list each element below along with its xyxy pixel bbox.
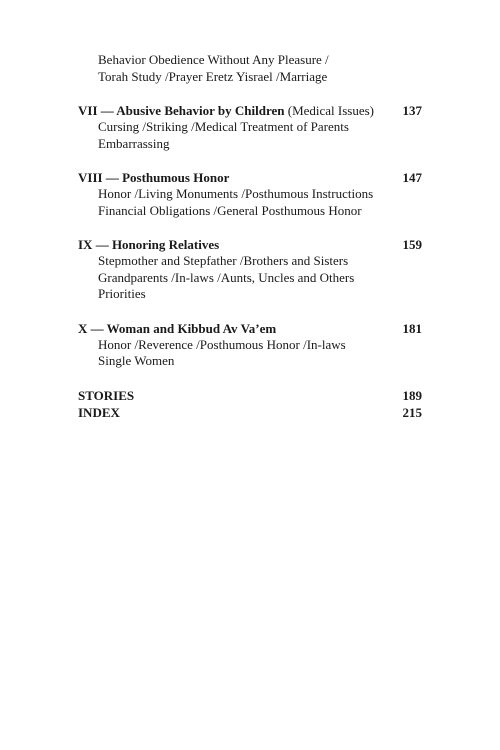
toc-subentry-line: Financial Obligations /General Posthumous Honor	[98, 202, 362, 218]
toc-chapter-title: IX — Honoring Relatives	[78, 237, 220, 252]
toc-page-number: 137	[402, 103, 422, 118]
toc-page-number: 159	[402, 237, 422, 252]
toc-subentry-line: Torah Study /Prayer Eretz Yisrael /Marriage	[98, 68, 328, 84]
toc-subentries	[78, 253, 422, 303]
toc-heading-row	[78, 169, 422, 186]
toc-subentry-line: Cursing /Striking /Medical Treatment of Parents	[98, 119, 349, 134]
toc-subentries	[78, 337, 422, 370]
toc-section-x	[78, 320, 422, 370]
toc-subentry-line: Honor /Reverence /Posthumous Honor /In-laws	[98, 336, 346, 352]
toc-index-row	[78, 404, 422, 421]
toc-stories-row	[78, 387, 422, 404]
toc-chapter-note: (Medical Issues)	[284, 103, 375, 118]
toc-heading-row	[78, 320, 422, 337]
toc-index-title: INDEX	[78, 404, 120, 420]
toc-heading-row	[78, 102, 422, 119]
toc-page-number: 189	[402, 387, 422, 403]
toc-subentry-line: Priorities	[98, 286, 146, 301]
toc-chapter-title: VIII — Posthumous Honor	[78, 170, 230, 185]
toc-section-continued	[78, 52, 422, 85]
toc-subentry-line: Grandparents /In-laws /Aunts, Uncles and Others	[98, 269, 355, 285]
toc-subentries	[78, 52, 422, 85]
toc-back-matter	[78, 387, 422, 421]
toc-subentry-line: Honor /Living Monuments /Posthumous Instructions	[98, 186, 374, 201]
toc-subentry-line: Single Women	[98, 353, 175, 368]
toc-subentry-line: Behavior Obedience Without Any Pleasure /	[98, 52, 329, 67]
table-of-contents	[78, 52, 422, 421]
toc-subentries	[78, 119, 422, 152]
toc-page-number: 147	[402, 170, 422, 185]
toc-subentry-line: Stepmother and Stepfather /Brothers and Sisters	[98, 253, 349, 268]
toc-heading-row	[78, 236, 422, 253]
toc-section-viii	[78, 169, 422, 219]
toc-page-number: 215	[402, 404, 422, 420]
toc-subentry-line: Embarrassing	[98, 135, 170, 151]
toc-page-number: 181	[402, 320, 422, 336]
toc-section-vii	[78, 102, 422, 152]
toc-stories-title: STORIES	[78, 387, 135, 403]
toc-chapter-title: VII — Abusive Behavior by Children	[78, 103, 285, 118]
toc-subentries	[78, 186, 422, 219]
toc-chapter-title: X — Woman and Kibbud Av Va’em	[78, 320, 277, 336]
toc-section-ix	[78, 236, 422, 303]
